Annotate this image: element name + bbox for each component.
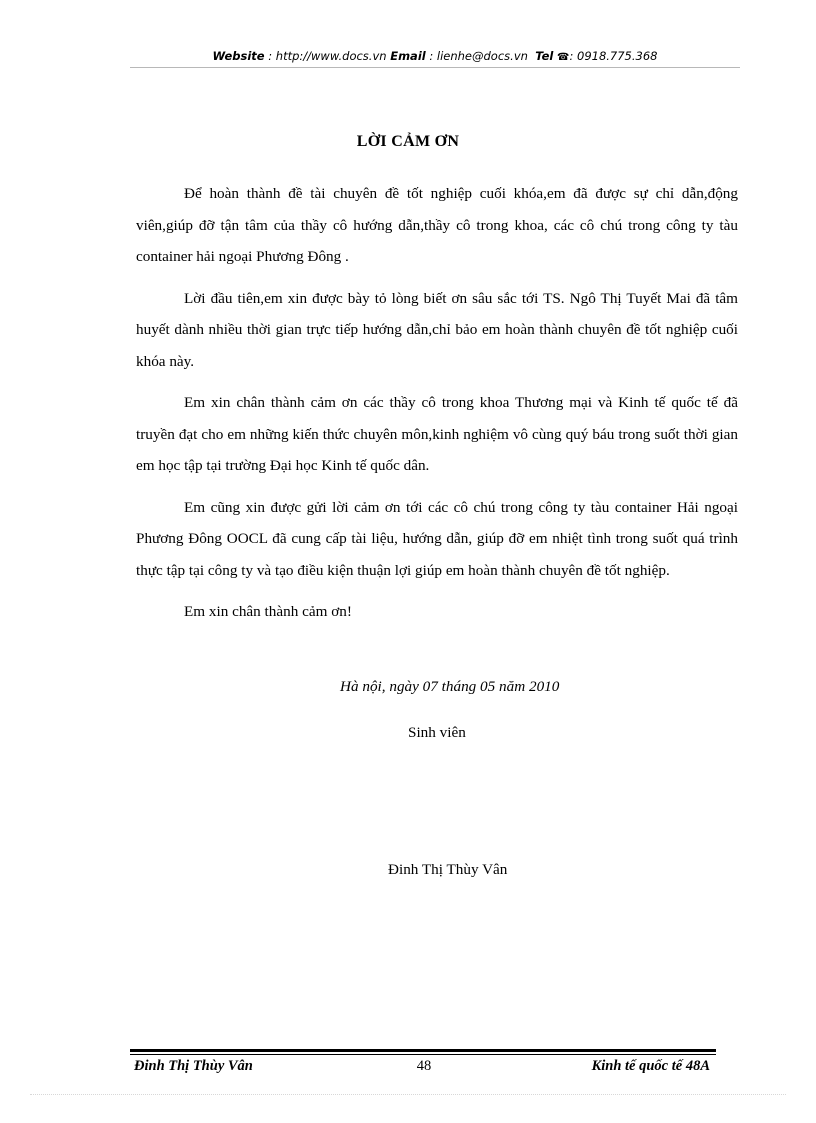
email-link[interactable]: lienhe@docs.vn (436, 49, 528, 63)
website-label: Website (212, 49, 265, 63)
page-bottom-edge (30, 1094, 786, 1095)
closing-line: Em xin chân thành cảm ơn! (184, 603, 352, 620)
footer-author: Đinh Thị Thùy Vân (134, 1058, 253, 1074)
paragraph: Em cũng xin được gửi lời cảm ơn tới các cô chú trong công ty tàu container Hải ngoại Phương Đông OOCL đã cung cấp tài liệu, hướng dẫn, giúp đỡ em nhiệt tình trong suốt quá trình thực tập tại công ty và tạo điều kiện thuận lợi giúp em hoàn thành chuyên đề tốt nghiệp. (136, 498, 738, 579)
footer-rule-thin (130, 1054, 716, 1055)
page-title: LỜI CẢM ƠN (356, 133, 460, 150)
email-label: Email (390, 49, 426, 63)
tel-label: Tel (535, 49, 554, 63)
page-number: 48 (416, 1058, 432, 1074)
footer-rule-thick (130, 1049, 716, 1052)
website-link[interactable]: http://www.docs.vn (275, 49, 387, 63)
paragraph: Để hoàn thành đề tài chuyên đề tốt nghiệp cuối khóa,em đã được sự chỉ dẫn,động viên,giúp đỡ tận tâm của thầy cô hướng dẫn,thầy cô trong khoa, các cô chú trong công ty tàu container hải ngoại Phương Đông . (136, 185, 738, 265)
footer-class: Kinh tế quốc tế 48A (591, 1058, 710, 1074)
phone-icon: ☎ (557, 52, 570, 63)
paragraph: Em xin chân thành cảm ơn các thầy cô trong khoa Thương mại và Kinh tế quốc tế đã truyền đạt cho em những kiến thức chuyên môn,kinh nghiệm vô cùng quý báu trong suốt thời gian em học tập tại trường Đại học Kinh tế quốc dân. (136, 394, 738, 474)
page-header (130, 47, 740, 68)
signer-role: Sinh viên (408, 724, 466, 741)
email-separator: : (425, 49, 437, 63)
website-separator: : (264, 49, 276, 63)
tel-number: : 0918.775.368 (569, 49, 658, 63)
page-footer (134, 1058, 714, 1078)
date-line: Hà nội, ngày 07 tháng 05 năm 2010 (340, 678, 560, 695)
signer-name: Đinh Thị Thùy Vân (388, 861, 508, 878)
document-body (136, 178, 738, 638)
paragraph: Lời đầu tiên,em xin được bày tỏ lòng biết ơn sâu sắc tới TS. Ngô Thị Tuyết Mai đã tâm huyết dành nhiều thời gian trực tiếp hướng dẫn,chỉ bảo em hoàn thành chuyên đề tốt nghiệp cuối khóa này. (136, 289, 738, 370)
